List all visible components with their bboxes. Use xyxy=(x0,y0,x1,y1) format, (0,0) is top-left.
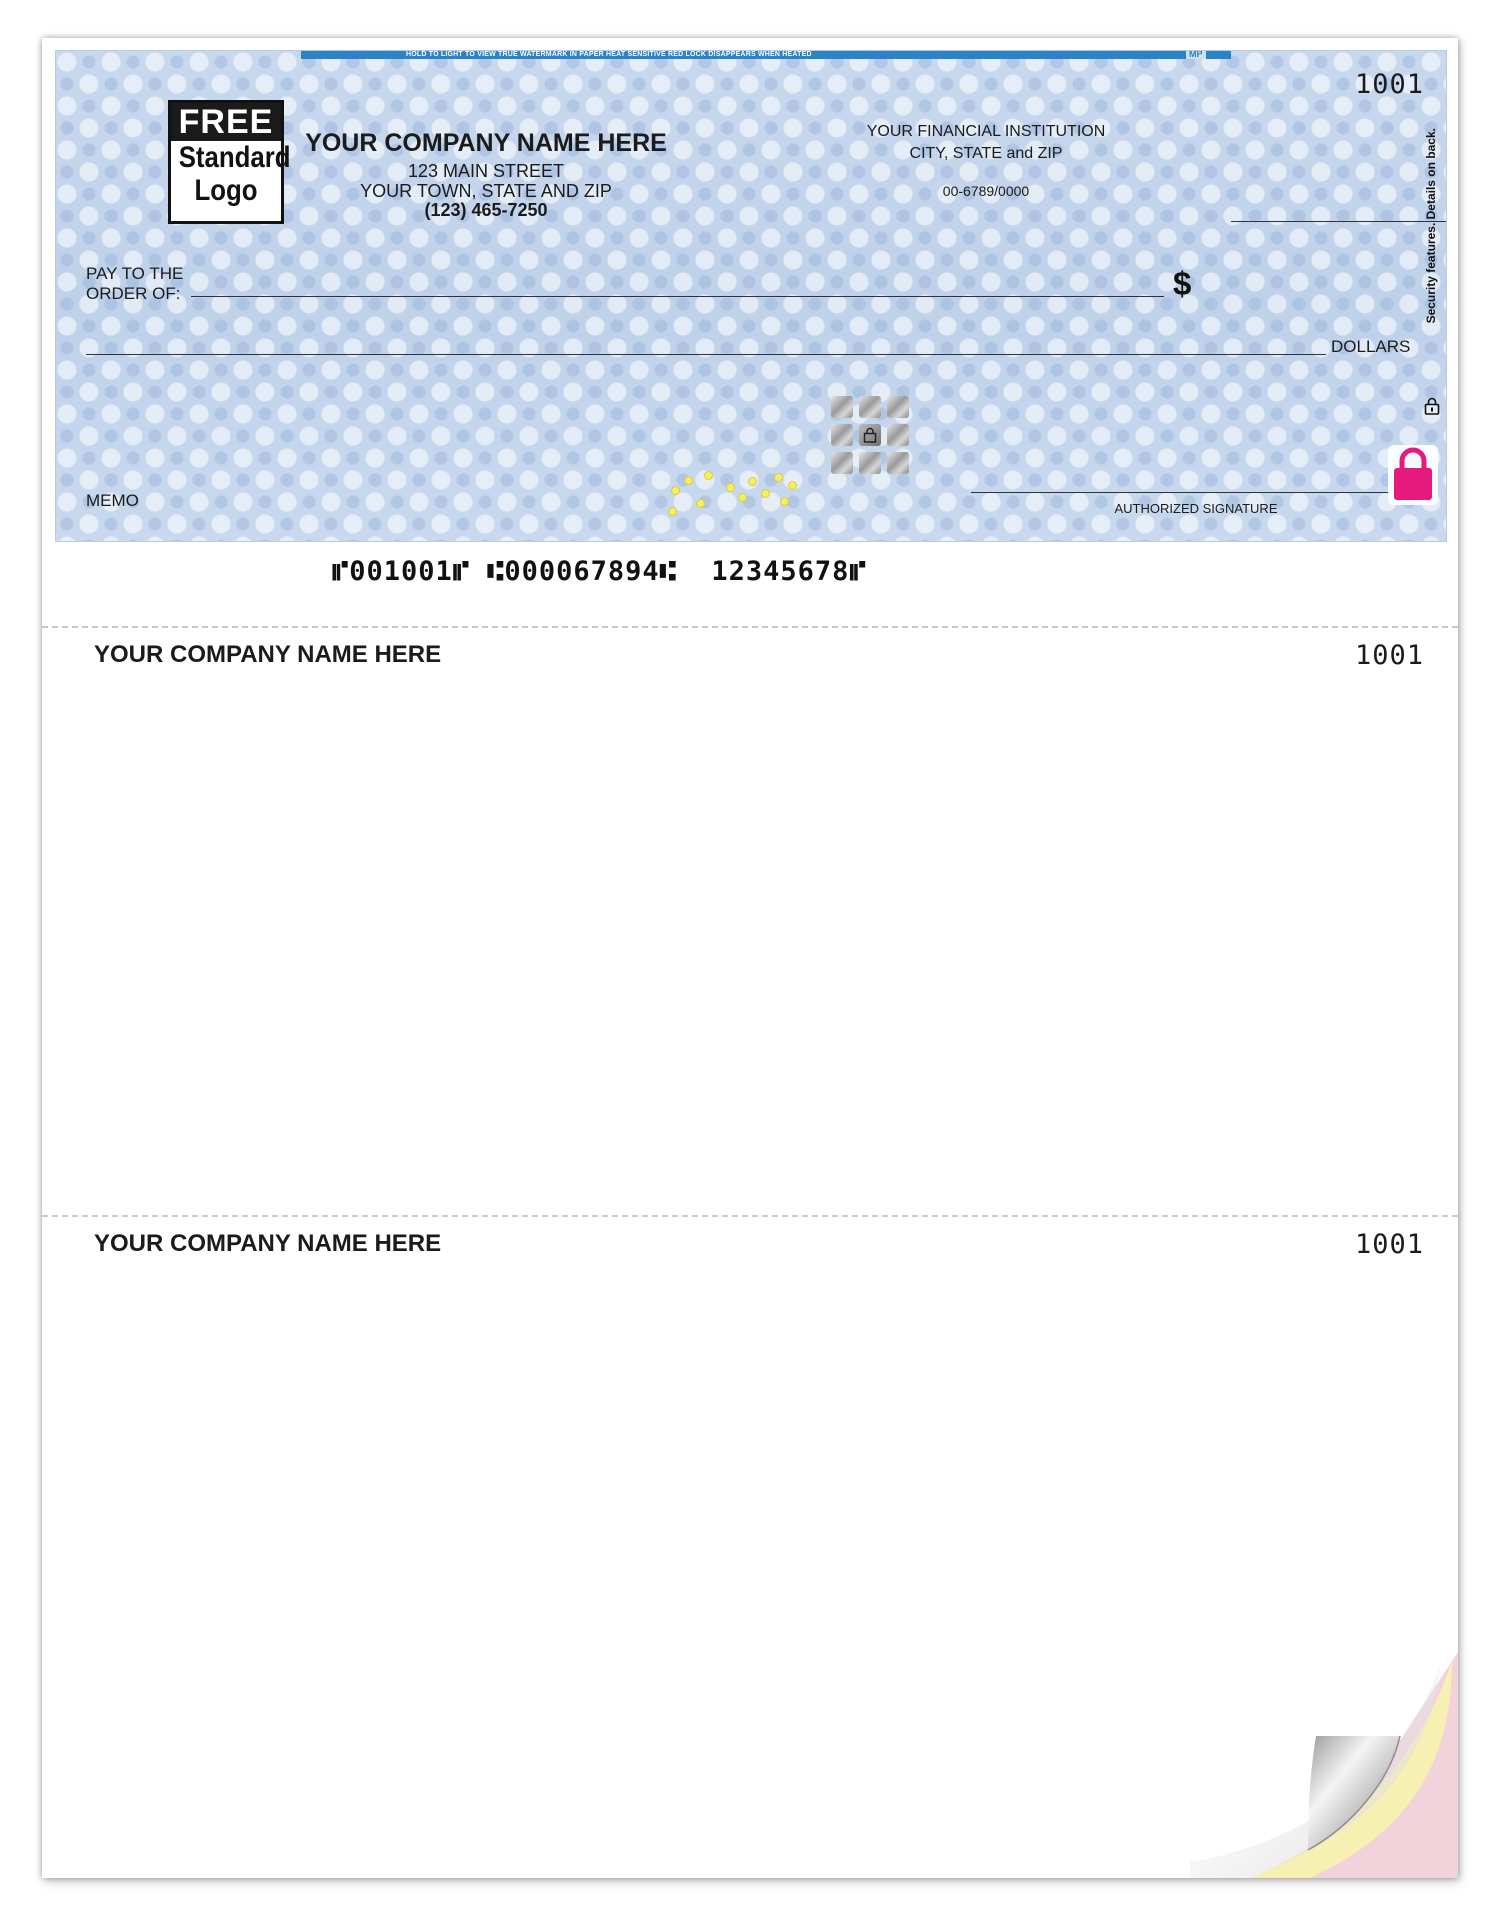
payee-line xyxy=(191,296,1164,297)
signature-line xyxy=(971,492,1391,493)
dollar-sign: $ xyxy=(1173,265,1192,302)
pay-to-label-line2: ORDER OF: xyxy=(86,284,181,303)
pay-to-label xyxy=(86,264,183,304)
company-street: 123 MAIN STREET xyxy=(407,161,565,181)
security-dots xyxy=(666,471,796,521)
bank-name: YOUR FINANCIAL INSTITUTION xyxy=(866,123,1106,140)
logo-free-text: FREE xyxy=(171,103,281,141)
bank-city: CITY, STATE and ZIP xyxy=(909,145,1063,162)
date-line xyxy=(1231,221,1446,222)
amount-words-line xyxy=(86,354,1326,355)
check-face xyxy=(55,50,1447,542)
logo-logo-text: Logo xyxy=(194,174,258,207)
company-name: YOUR COMPANY NAME HERE xyxy=(305,129,667,157)
lock-icon xyxy=(1424,397,1440,415)
security-note-text: Security features. Details on back. xyxy=(1424,128,1438,324)
perforation-line-1 xyxy=(42,626,1458,628)
company-phone: (123) 465-7250 xyxy=(424,200,548,220)
check-number: 1001 xyxy=(1354,69,1424,100)
micr-line: ⑈001001⑈ ⑆000067894⑆ 12345678⑈ xyxy=(332,556,867,587)
signature-label: AUTHORIZED SIGNATURE xyxy=(1114,501,1278,516)
microprint-mark: MP xyxy=(1186,50,1206,59)
logo-standard-text: Standard xyxy=(178,141,291,174)
company-logo xyxy=(168,100,291,224)
company-city: YOUR TOWN, STATE AND ZIP xyxy=(360,181,612,201)
microprint-text: HOLD TO LIGHT TO VIEW TRUE WATERMARK IN PAPER HEAT SENSITIVE RED LOCK DISAPPEARS WHEN HEATED xyxy=(406,51,812,58)
memo-label: MEMO xyxy=(86,491,139,510)
dollars-label: DOLLARS xyxy=(1331,337,1411,356)
page-curl xyxy=(1190,1612,1460,1880)
hologram-seal xyxy=(831,396,911,476)
hologram-lock-icon xyxy=(863,427,877,443)
pay-to-label-line1: PAY TO THE xyxy=(86,264,184,283)
check-sheet xyxy=(42,38,1458,1878)
heat-sensitive-lock-icon xyxy=(1388,443,1438,505)
bank-fraction-code: 00-6789/0000 xyxy=(942,183,1030,199)
perforation-line-2 xyxy=(42,1215,1458,1217)
stub-company-name-1: YOUR COMPANY NAME HERE xyxy=(94,641,442,668)
stub-check-number-1: 1001 xyxy=(1354,640,1424,671)
stub-company-name-2: YOUR COMPANY NAME HERE xyxy=(94,1230,442,1257)
stub-check-number-2: 1001 xyxy=(1354,1229,1424,1260)
